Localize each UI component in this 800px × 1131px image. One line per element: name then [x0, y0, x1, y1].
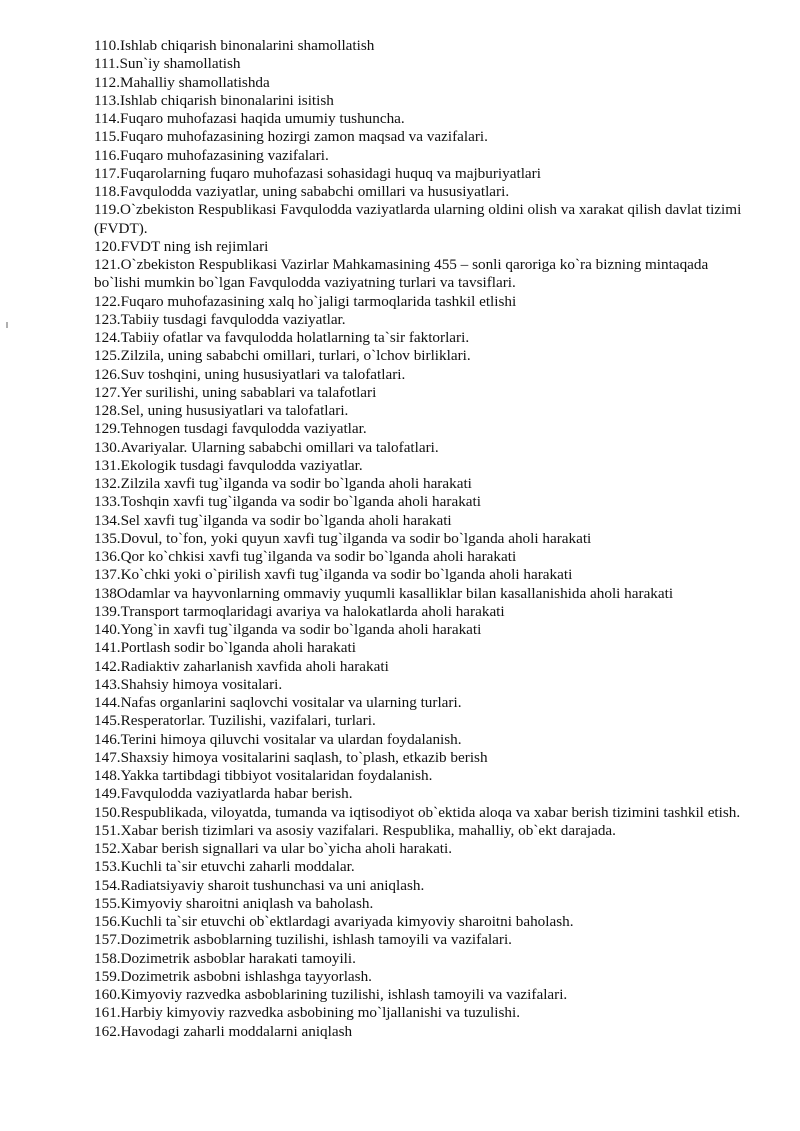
list-item: 159.Dozimetrik asbobni ishlashga tayyorlash. [94, 967, 372, 985]
list-item: 142.Radiaktiv zaharlanish xavfida aholi harakati [94, 657, 389, 675]
list-item: 130.Avariyalar. Ularning sababchi omillari va talofatlari. [94, 438, 439, 456]
list-item: 162.Havodagi zaharli moddalarni aniqlash [94, 1022, 353, 1040]
list-item: 135.Dovul, to`fon, yoki quyun xavfi tug`ilganda va sodir bo`lganda aholi harakati [94, 529, 592, 547]
list-item: 146.Terini himoya qiluvchi vositalar va ulardan foydalanish. [94, 730, 462, 748]
list-item: 128.Sel, uning hususiyatlari va talofatlari. [94, 402, 349, 419]
list-item: 136.Qor ko`chkisi xavfi tug`ilganda va sodir bo`lganda aholi harakati [94, 548, 517, 565]
list-item: 113.Ishlab chiqarish binonalarini isitish [94, 91, 334, 109]
list-item: 126.Suv toshqini, uning hususiyatlari va talofatlari. [94, 365, 406, 383]
list-item: 145.Resperatorlar. Tuzilishi, vazifalari, turlari. [94, 712, 376, 730]
list-item: 149.Favqulodda vaziyatlarda habar berish. [94, 785, 353, 803]
list-item: 124.Tabiiy ofatlar va favqulodda holatlarning ta`sir faktorlari. [94, 329, 470, 346]
list-item: 129.Tehnogen tusdagi favqulodda vaziyatlar. [94, 420, 367, 438]
list-item: 111.Sun`iy shamollatish [94, 55, 241, 73]
list-item: 119.O`zbekiston Respublikasi Favqulodda vaziyatlarda ularning oldini olish va xarakat qilish davlat tizimi (FVDT). [94, 201, 742, 237]
margin-mark [6, 322, 8, 328]
list-item: 160.Kimyoviy razvedka asboblarining tuzilishi, ishlash tamoyili va vazifalari. [94, 986, 568, 1003]
list-item: 110.Ishlab chiqarish binonalarini shamollatish [94, 37, 375, 54]
list-item: 118.Favqulodda vaziyatlar, uning sababchi omillari va hususiyatlari. [94, 183, 510, 200]
list-item: 139.Transport tarmoqlaridagi avariya va halokatlarda aholi harakati [94, 602, 505, 620]
list-item: 127.Yer surilishi, uning sabablari va talafotlari [94, 383, 377, 401]
list-item: 152.Xabar berish signallari va ular bo`yicha aholi harakati. [94, 840, 453, 857]
list-item: 125.Zilzila, uning sababchi omillari, turlari, o`lchov birliklari. [94, 347, 471, 365]
list-item: 122.Fuqaro muhofazasining xalq ho`jaligi tarmoqlarida tashkil etlishi [94, 292, 517, 310]
list-item: 151.Xabar berish tizimlari va asosiy vazifalari. Respublika, mahalliy, ob`ekt darajada. [94, 821, 616, 839]
list-item: 155.Kimyoviy sharoitni aniqlash va baholash. [94, 894, 374, 912]
list-item: 132.Zilzila xavfi tug`ilganda va sodir bo`lganda aholi harakati [94, 475, 472, 492]
list-item: 134.Sel xavfi tug`ilganda va sodir bo`lganda aholi harakati [94, 511, 452, 529]
list-item: 114.Fuqaro muhofazasi haqida umumiy tushuncha. [94, 110, 405, 127]
list-item: 138Odamlar va hayvonlarning ommaviy yuqumli kasalliklar bilan kasallanishida aholi harakati [94, 584, 674, 602]
list-item: 121.O`zbekiston Respublikasi Vazirlar Mahkamasining 455 – sonli qaroriga ko`ra bizning mintaqada bo`lishi mumkin bo`lgan Favqulodda vaziyatning turlari va tavsiflari. [94, 256, 709, 292]
list-item: 161.Harbiy kimyoviy razvedka asbobining mo`ljallanishi va tuzulishi. [94, 1004, 521, 1022]
list-item: 150.Respublikada, viloyatda, tumanda va iqtisodiyot ob`ektida aloqa va xabar berish tizimini tashkil etish. [94, 803, 741, 821]
list-item: 112.Mahalliy shamollatishda [94, 73, 270, 91]
list-item: 153.Kuchli ta`sir etuvchi zaharli moddalar. [94, 858, 355, 876]
list-item: 154.Radiatsiyaviy sharoit tushunchasi va uni aniqlash. [94, 876, 425, 894]
list-item: 117.Fuqarolarning fuqaro muhofazasi sohasidagi huquq va majburiyatlari [94, 164, 541, 182]
list-item: 158.Dozimetrik asboblar harakati tamoyili. [94, 949, 356, 967]
question-list [94, 37, 754, 1041]
list-item: 123.Tabiiy tusdagi favqulodda vaziyatlar. [94, 310, 346, 328]
list-item: 120.FVDT ning ish rejimlari [94, 237, 269, 255]
list-item: 147.Shaxsiy himoya vositalarini saqlash, to`plash, etkazib berish [94, 748, 488, 766]
list-item: 131.Ekologik tusdagi favqulodda vaziyatlar. [94, 456, 363, 474]
list-item: 115.Fuqaro muhofazasining hozirgi zamon maqsad va vazifalari. [94, 128, 488, 146]
list-item: 143.Shahsiy himoya vositalari. [94, 675, 283, 693]
list-item: 148.Yakka tartibdagi tibbiyot vositalaridan foydalanish. [94, 767, 433, 784]
list-item: 156.Kuchli ta`sir etuvchi ob`ektlardagi avariyada kimyoviy sharoitni baholash. [94, 913, 574, 930]
list-item: 133.Toshqin xavfi tug`ilganda va sodir bo`lganda aholi harakati [94, 493, 481, 511]
list-item: 137.Ko`chki yoki o`pirilish xavfi tug`ilganda va sodir bo`lganda aholi harakati [94, 566, 573, 584]
list-item: 140.Yong`in xavfi tug`ilganda va sodir bo`lganda aholi harakati [94, 621, 482, 638]
list-item: 116.Fuqaro muhofazasining vazifalari. [94, 146, 329, 164]
list-item: 144.Nafas organlarini saqlovchi vositalar va ularning turlari. [94, 694, 462, 711]
list-item: 157.Dozimetrik asboblarning tuzilishi, ishlash tamoyili va vazifalari. [94, 931, 512, 949]
list-item: 141.Portlash sodir bo`lganda aholi harakati [94, 639, 356, 657]
